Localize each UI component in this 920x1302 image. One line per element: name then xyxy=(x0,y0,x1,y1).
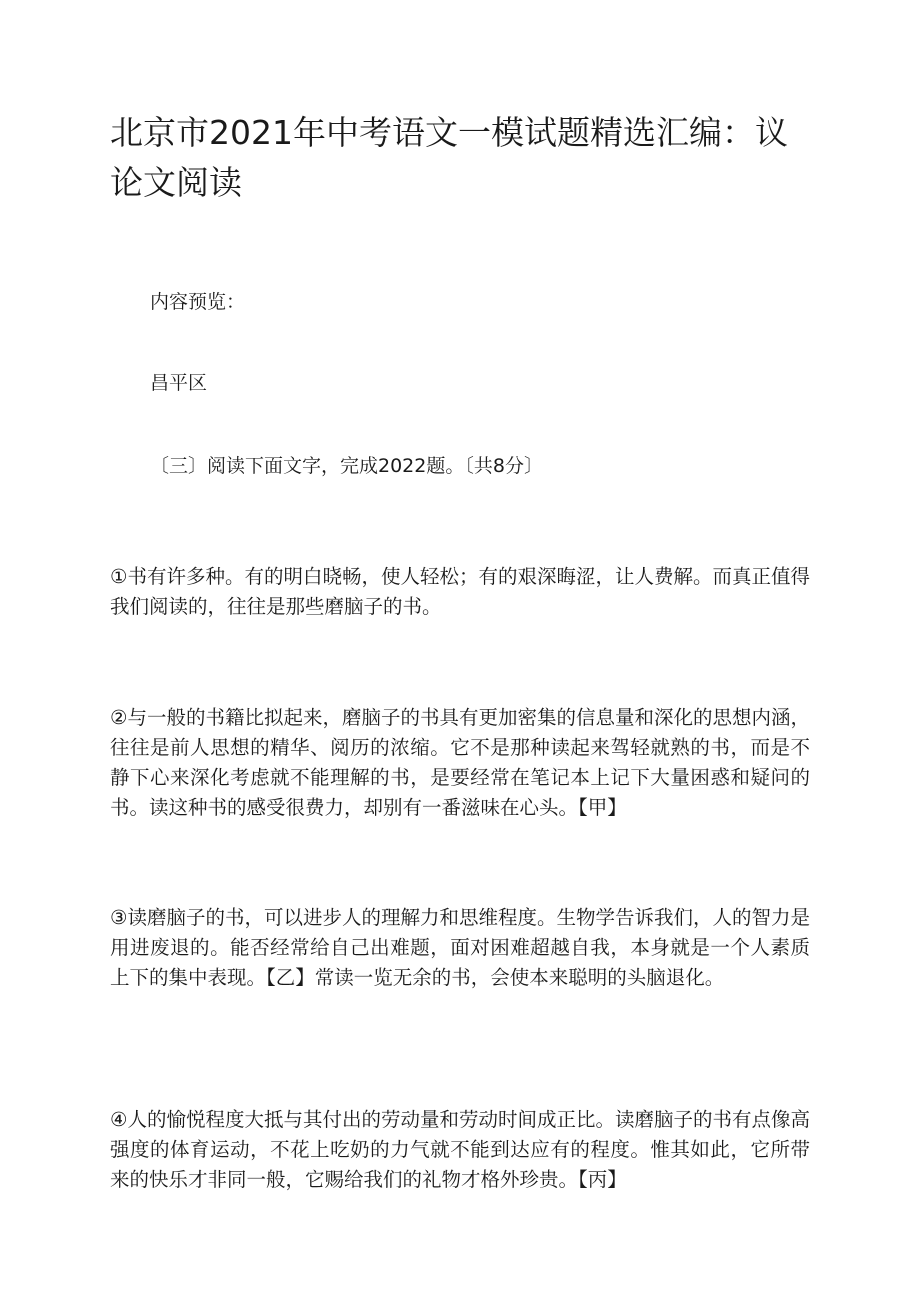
district-label: 昌平区 xyxy=(150,372,208,394)
paragraph-1: ①书有许多种。有的明白晓畅，使人轻松；有的艰深晦涩，让人费解。而真正值得我们阅读的，往往是那些磨脑子的书。 xyxy=(110,565,810,618)
question-instruction: 〔三〕阅读下面文字，完成2022题。〔共8分〕 xyxy=(150,455,543,477)
paragraph-3: ③读磨脑子的书，可以进步人的理解力和思维程度。生物学告诉我们，人的智力是用进废退的。能否经常给自己出难题，面对困难超越自我，本身就是一个人素质上下的集中表现。【乙】常读一览无余的书，会使本来聪明的头脑退化。 xyxy=(110,906,810,989)
page-title: 北京市2021年中考语文一模试题精选汇编：议论文阅读 xyxy=(110,113,788,202)
preview-label: 内容预览： xyxy=(150,291,246,313)
paragraph-4: ④人的愉悦程度大抵与其付出的劳动量和劳动时间成正比。读磨脑子的书有点像高强度的体育运动，不花上吃奶的力气就不能到达应有的程度。惟其如此，它所带来的快乐才非同一般，它赐给我们的礼物才格外珍贵。【丙】 xyxy=(110,1108,810,1191)
paragraph-2: ②与一般的书籍比拟起来，磨脑子的书具有更加密集的信息量和深化的思想内涵，往往是前人思想的精华、阅历的浓缩。它不是那种读起来驾轻就熟的书，而是不静下心来深化考虑就不能理解的书，是要经常在笔记本上记下大量困惑和疑问的书。读这种书的感受很费力，却别有一番滋味在心头。【甲】 xyxy=(110,706,810,819)
